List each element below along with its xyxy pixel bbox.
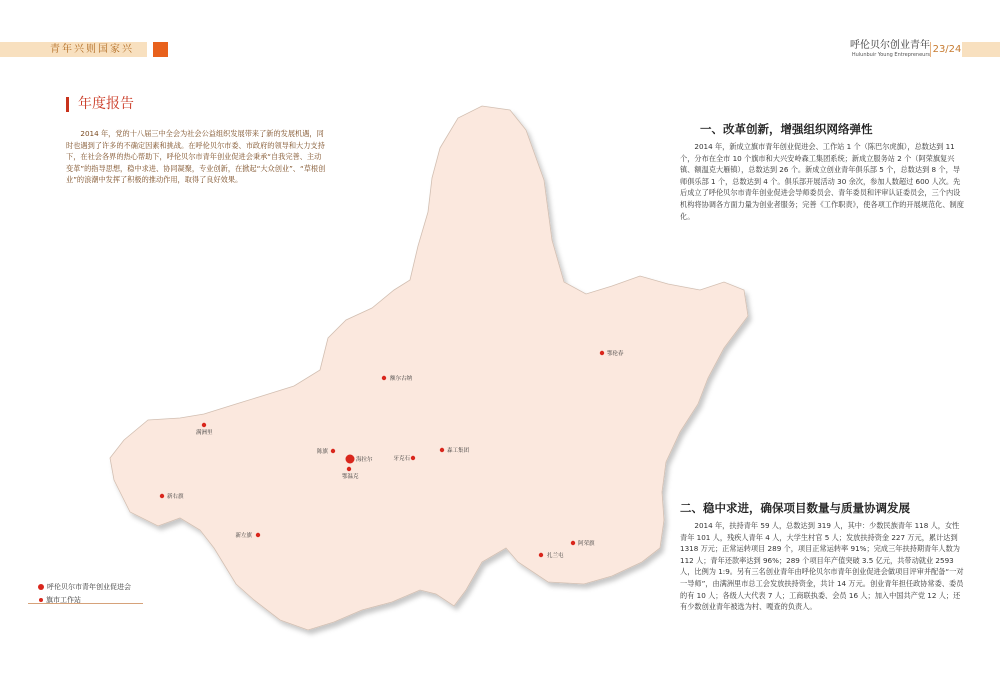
city-marker-ewenke bbox=[347, 467, 351, 471]
city-marker-manzhouli bbox=[202, 423, 206, 427]
city-label-eerguna: 额尔古纳 bbox=[390, 376, 413, 382]
city-marker-xinyouqi bbox=[160, 494, 164, 498]
city-marker-hailaer bbox=[346, 455, 355, 464]
city-label-elunchun: 鄂伦春 bbox=[607, 351, 624, 357]
city-marker-sengong bbox=[440, 448, 444, 452]
city-label-ewenke: 鄂温克 bbox=[342, 474, 359, 480]
city-label-sengong: 森工集团 bbox=[447, 448, 470, 454]
city-marker-eerguna bbox=[382, 376, 386, 380]
city-marker-xinzuoqi bbox=[256, 533, 260, 537]
header-publication-subtitle: Hulunbuir Young Entrepreneurs bbox=[851, 52, 930, 58]
city-marker-arongqi bbox=[571, 541, 575, 545]
report-intro-paragraph: 2014 年，党的十八届三中全会为社会公益组织发展带来了新的发展机遇，同时也遇到了许多的不确定因素和挑战。在呼伦贝尔市委、市政府的领导和大力支持下，在社会各界的热心帮助下，呼伦贝尔市青年创业促进会秉承“自我完善、主动变革”的指导思想，稳中求进、协同凝聚，专业创新，在掀起“大众创业”、“草根创业”的浪潮中发挥了积极的推动作用，取得了良好效果。 bbox=[66, 129, 326, 184]
city-marker-chenqi bbox=[331, 449, 335, 453]
city-marker-yakeshi bbox=[411, 456, 415, 460]
section1-title: 一、改革创新，增强组织网络弹性 bbox=[700, 122, 873, 136]
legend-station bbox=[38, 595, 81, 605]
city-label-manzhouli: 满洲里 bbox=[196, 430, 213, 436]
city-label-hailaer: 海拉尔 bbox=[356, 457, 373, 463]
legend-association-label: 呼伦贝尔市青年创业促进会 bbox=[47, 583, 131, 591]
report-title-accent bbox=[66, 97, 69, 112]
city-label-xinyouqi: 新右旗 bbox=[167, 494, 184, 500]
city-label-chenqi: 陈旗 bbox=[316, 449, 328, 455]
city-label-xinzuoqi: 新左旗 bbox=[235, 533, 252, 539]
station-marker-icon bbox=[39, 598, 43, 602]
association-marker-icon bbox=[38, 584, 44, 590]
section2-title: 二、稳中求进，确保项目数量与质量协调发展 bbox=[680, 501, 910, 515]
legend-association bbox=[38, 582, 131, 592]
header-slogan: 青年兴则国家兴 bbox=[50, 44, 134, 55]
city-marker-elunchun bbox=[600, 351, 604, 355]
page-number: 23/24 bbox=[930, 42, 963, 57]
section1-body: 2014 年，新成立旗市青年创业促进会、工作站 1 个（陈巴尔虎旗），总数达到 11 个，分布在全市 10 个旗市和大兴安岭森工集团系统；新成立服务站 2 个（阿荣旗复兴镇、额温克大雁镇），总数达到 26 个。新成立创业青年俱乐部 5 个，总数达到 8 个，导师俱乐部 1 个，总数达到 4 个。俱乐部开展活动 30 余次，参加人数超过 600 人次。先后成立了呼伦贝尔市青年创业促进会导师委员会、青年委员和评审认证委员会，三个内设机构将协调各方面力量为创业者服务；完善《工作职责》，使各项工作的开展规范化、制度化。 bbox=[680, 142, 964, 221]
city-label-yakeshi: 牙克石 bbox=[393, 456, 410, 462]
city-marker-zhalantun bbox=[539, 553, 543, 557]
section2-body: 2014 年，扶持青年 59 人，总数达到 319 人，其中：少数民族青年 118 人，女性青年 101 人，残疾人青年 4 人，大学生村官 5 人；发放扶持资金 227 万元，累计达到 1318 万元；正常运转项目 289 个，项目正常运转率 91%；完成三年扶持期青年人数为 112 人；青年还款率达到 96%；289 个项目年产值突破 3.5 亿元，共带动就业 2593 人，比例为 1:9。另有三名创业青年由呼伦贝尔市青年创业促进会做项目评审并配备“一对一导师”，由满洲里市总工会发放扶持资金，共计 14 万元。创业青年担任政协常委、委员的有 10 人；各级人大代表 7 人；工商联执委、会员 16 人；加入中国共产党 12 人；还有少数创业青年被选为村、嘎查的负责人。 bbox=[680, 521, 964, 612]
city-label-arongqi: 阿荣旗 bbox=[578, 541, 595, 547]
report-title: 年度报告 bbox=[78, 96, 134, 112]
city-label-zhalantun: 扎兰屯 bbox=[547, 553, 564, 559]
legend-station-label: 旗市工作站 bbox=[46, 596, 81, 604]
header-publication-title: 呼伦贝尔创业青年 bbox=[850, 40, 930, 51]
